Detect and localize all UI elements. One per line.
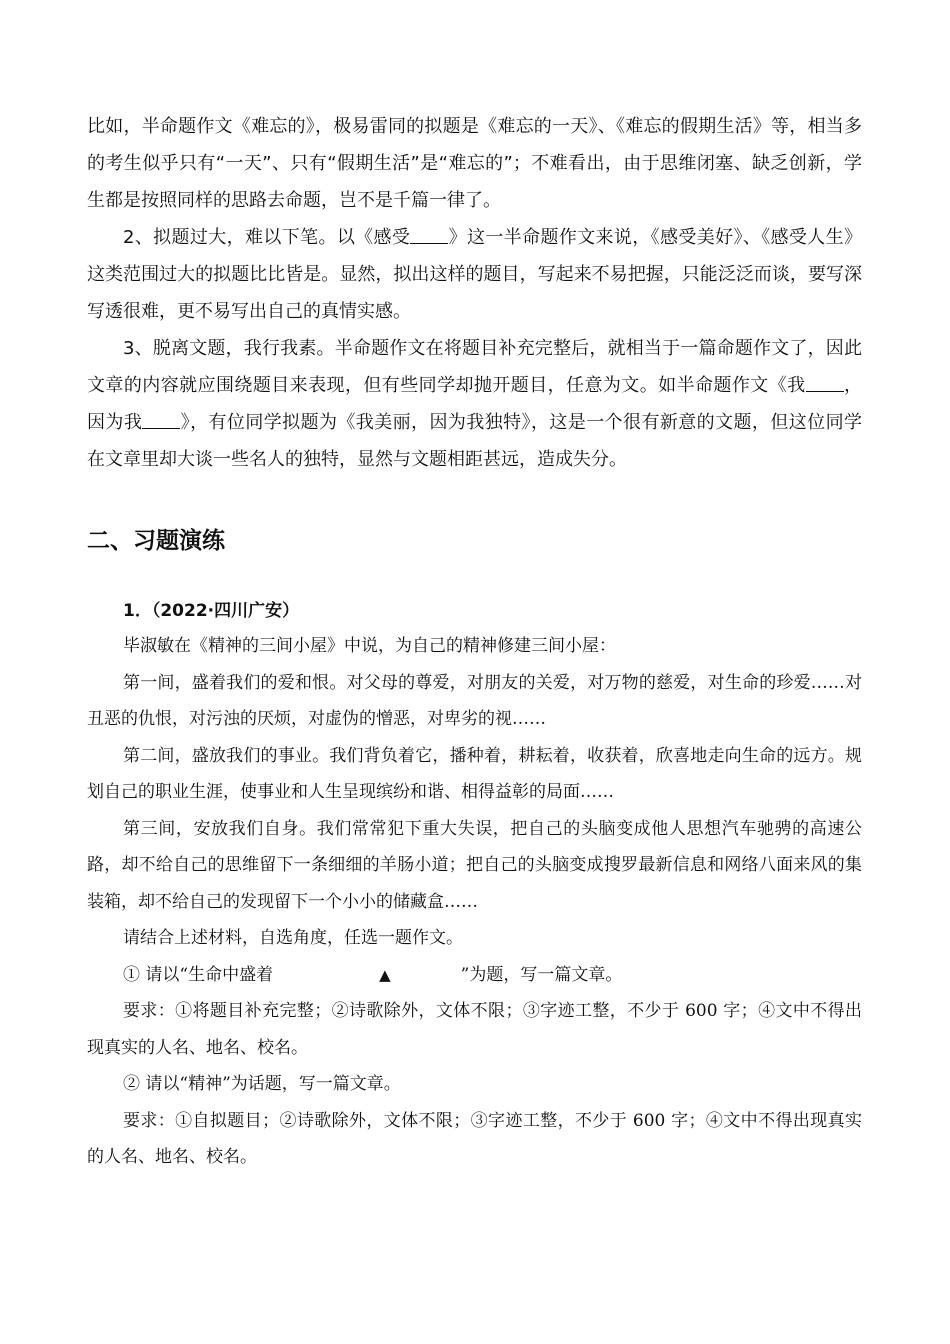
option-1 [87,957,862,994]
material-line: 第一间，盛着我们的爱和恨。对父母的尊爱，对朋友的关爱，对万物的慈爱，对生命的珍爱……对丑恶的仇恨，对污浊的厌烦，对虚伪的憎恶，对卑劣的视…… [87,672,862,729]
intro-paragraph-2 [87,219,862,330]
intro-paragraph-1: 比如，半命题作文《难忘的》，极易雷同的拟题是《难忘的一天》、《难忘的假期生活》等，相当多的考生似乎只有“一天”、只有“假期生活”是“难忘的”；不难看出，由于思维闭塞、缺乏创新，学生都是按照同样的思路去命题，岂不是千篇一律了。 [87,116,862,211]
material-line: 毕淑敏在《精神的三间小屋》中说，为自己的精神修建三间小屋： [123,636,616,656]
material-line: 第二间，盛放我们的事业。我们背负着它，播种着，耕耘着，收获着，欣喜地走向生命的远方。规划自己的职业生涯，使事业和人生呈现缤纷和谐、相得益彰的局面…… [87,745,862,802]
material-line: 第三间，安放我们自身。我们常常犯下重大失误，把自己的头脑变成他人思想汽车驰骋的高速公路，却不给自己的思维留下一条细细的羊肠小道；把自己的头脑变成搜罗最新信息和网络八面来风的集装箱，却不给自己的发现留下一个小小的储藏盒…… [87,818,862,912]
fill-blank [806,375,844,392]
requirement-2: 要求：①自拟题目；②诗歌除外，文体不限；③字迹工整，不少于 600 字；④文中不得出现真实的人名、地名、校名。 [87,1110,862,1167]
para3-text-a: 3、脱离文题，我行我素。半命题作文在将题目补充完整后，就相当于一篇命题作文了，因此文章的内容就应围绕题目来表现，但有些同学却抛开题目，任意为文。如半命题作文《我 [87,338,862,396]
fill-blank [410,227,448,244]
triangle-marker: ▲ [379,965,391,984]
para3-text-b: ，因为我 [87,375,863,433]
intro-block [87,108,862,478]
para2-text-b: 》这一半命题作文来说，《感受美好》、《感受人生》这类范围过大的拟题比比皆是。显然，拟出这样的题目，写起来不易把握，只能泛泛而谈，要写深写透很难，更不易写出自己的真情实感。 [87,227,863,322]
fill-blank [142,412,180,429]
question-body [87,628,862,1176]
section-heading: 二、习题演练 [87,528,225,554]
intro-paragraph-3 [87,330,862,478]
requirement-1: 要求：①将题目补充完整；②诗歌除外，文体不限；③字迹工整，不少于 600 字；④文中不得出现真实的人名、地名、校名。 [87,1001,862,1058]
option-1-text-a: ① 请以“生命中盛着 [123,964,274,985]
para2-text-a: 2、拟题过大，难以下笔。以《感受 [123,227,411,248]
question-heading: 1．（2022·四川广安） [123,601,300,621]
option-2: ② 请以“精神”为话题，写一篇文章。 [123,1074,401,1094]
instruction-line: 请结合上述材料，自选角度，任选一题作文。 [123,928,463,948]
para3-text-c: 》，有位同学拟题为《我美丽，因为我独特》，这是一个很有新意的文题，但这位同学在文章里却大谈一些名人的独特，显然与文题相距甚远，造成失分。 [87,412,863,470]
option-1-text-b: ”为题，写一篇文章。 [460,964,623,985]
